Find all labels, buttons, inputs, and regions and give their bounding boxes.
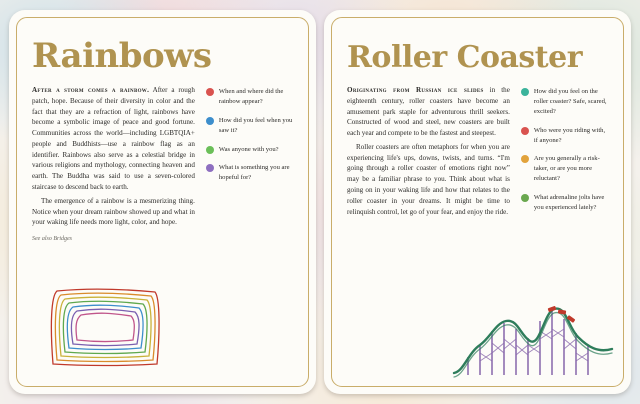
page-title-roller-coaster: Roller Coaster xyxy=(347,40,583,75)
rainbows-see-also: See also Bridges xyxy=(32,236,72,243)
card-roller-coaster[interactable] xyxy=(324,10,631,394)
bullet-dot-icon xyxy=(206,117,214,125)
rainbows-main-column xyxy=(32,85,195,242)
bullet-dot-icon xyxy=(206,88,214,96)
rainbows-paragraph-1-rest: After a rough patch, hope. Because of their diversity in color and the fact that they are a refraction of light, rainbows have become a symbolic image of peace and good fortune. Communities across the world—including LGBTQIA+ people and Buddhists—use a rainbow flag as an identifier. Rainbows also serve as a celestial bridge in various religions and mythology, connecting heaven and earth. The Buddha was said to use a seven-colored staircase to descend back to earth. xyxy=(32,86,195,192)
card-rainbows-inner xyxy=(16,17,309,387)
prompt-item[interactable] xyxy=(521,154,608,184)
coaster-paragraph-1-lead: Originating from Russian ice slides xyxy=(347,86,484,94)
bullet-dot-icon xyxy=(206,164,214,172)
bullet-dot-icon xyxy=(521,194,529,202)
prompt-item[interactable] xyxy=(521,126,608,146)
rainbow-illustration xyxy=(47,286,165,368)
prompt-item[interactable] xyxy=(521,193,608,213)
bullet-dot-icon xyxy=(206,146,214,154)
coaster-prompt-column xyxy=(521,85,608,222)
prompt-text: Was anyone with you? xyxy=(218,145,279,153)
card-roller-coaster-inner xyxy=(331,17,624,387)
roller-coaster-illustration xyxy=(450,283,615,378)
bullet-dot-icon xyxy=(521,88,529,96)
rainbows-paragraph-1-lead: After a storm comes a rainbow. xyxy=(32,86,150,94)
prompt-text: What adrenaline jolts have you experienced lately? xyxy=(533,194,605,212)
rainbows-prompt-column xyxy=(206,85,293,242)
page-title-rainbows: Rainbows xyxy=(32,36,212,76)
prompt-item[interactable] xyxy=(206,116,293,136)
coaster-main-column xyxy=(347,85,510,222)
prompt-text: Who were you riding with, if anyone? xyxy=(533,126,606,144)
prompt-item[interactable] xyxy=(206,87,293,107)
prompt-text: When and where did the rainbow appear? xyxy=(218,88,284,105)
prompt-text: How did you feel on the roller coaster? Safe, scared, excited? xyxy=(533,88,607,115)
card-rainbows[interactable] xyxy=(9,10,316,394)
coaster-paragraph-1 xyxy=(347,85,510,139)
prompt-item[interactable] xyxy=(521,87,608,117)
rainbows-columns xyxy=(32,85,293,242)
prompt-item[interactable] xyxy=(206,163,293,183)
coaster-columns xyxy=(347,85,608,222)
rainbows-paragraph-1 xyxy=(32,85,195,193)
rainbows-paragraph-2: The emergence of a rainbow is a mesmerizing thing. Notice when your dream rainbow showed up and what in your waking life needs more light, color, and hope. xyxy=(32,196,195,227)
prompt-item[interactable] xyxy=(206,145,293,155)
coaster-paragraph-1-rest: in the eighteenth century, roller coasters have become an amusement park staple for adventurous thrill seekers. Constructed of wood and steel, new coasters are built each year and compete to be the fastest and steepest. xyxy=(347,86,510,138)
prompt-text: What is something you are hopeful for? xyxy=(218,164,290,182)
prompt-text: Are you generally a risk-taker, or are you more reluctant? xyxy=(533,155,600,183)
bullet-dot-icon xyxy=(521,127,529,135)
prompt-text: How did you feel when you saw it? xyxy=(218,116,293,134)
bullet-dot-icon xyxy=(521,155,529,163)
coaster-paragraph-2: Roller coasters are often metaphors for when you are experiencing life's ups, downs, twists, and turns. “I'm going through a roller coaster of emotions right now” may be a familiar phrase to you. Think about what is going on in your waking life and how that relates to the roller coaster in your dreams. It might be time to relinquish control, let go of your fear, and enjoy the ride. xyxy=(347,142,510,216)
